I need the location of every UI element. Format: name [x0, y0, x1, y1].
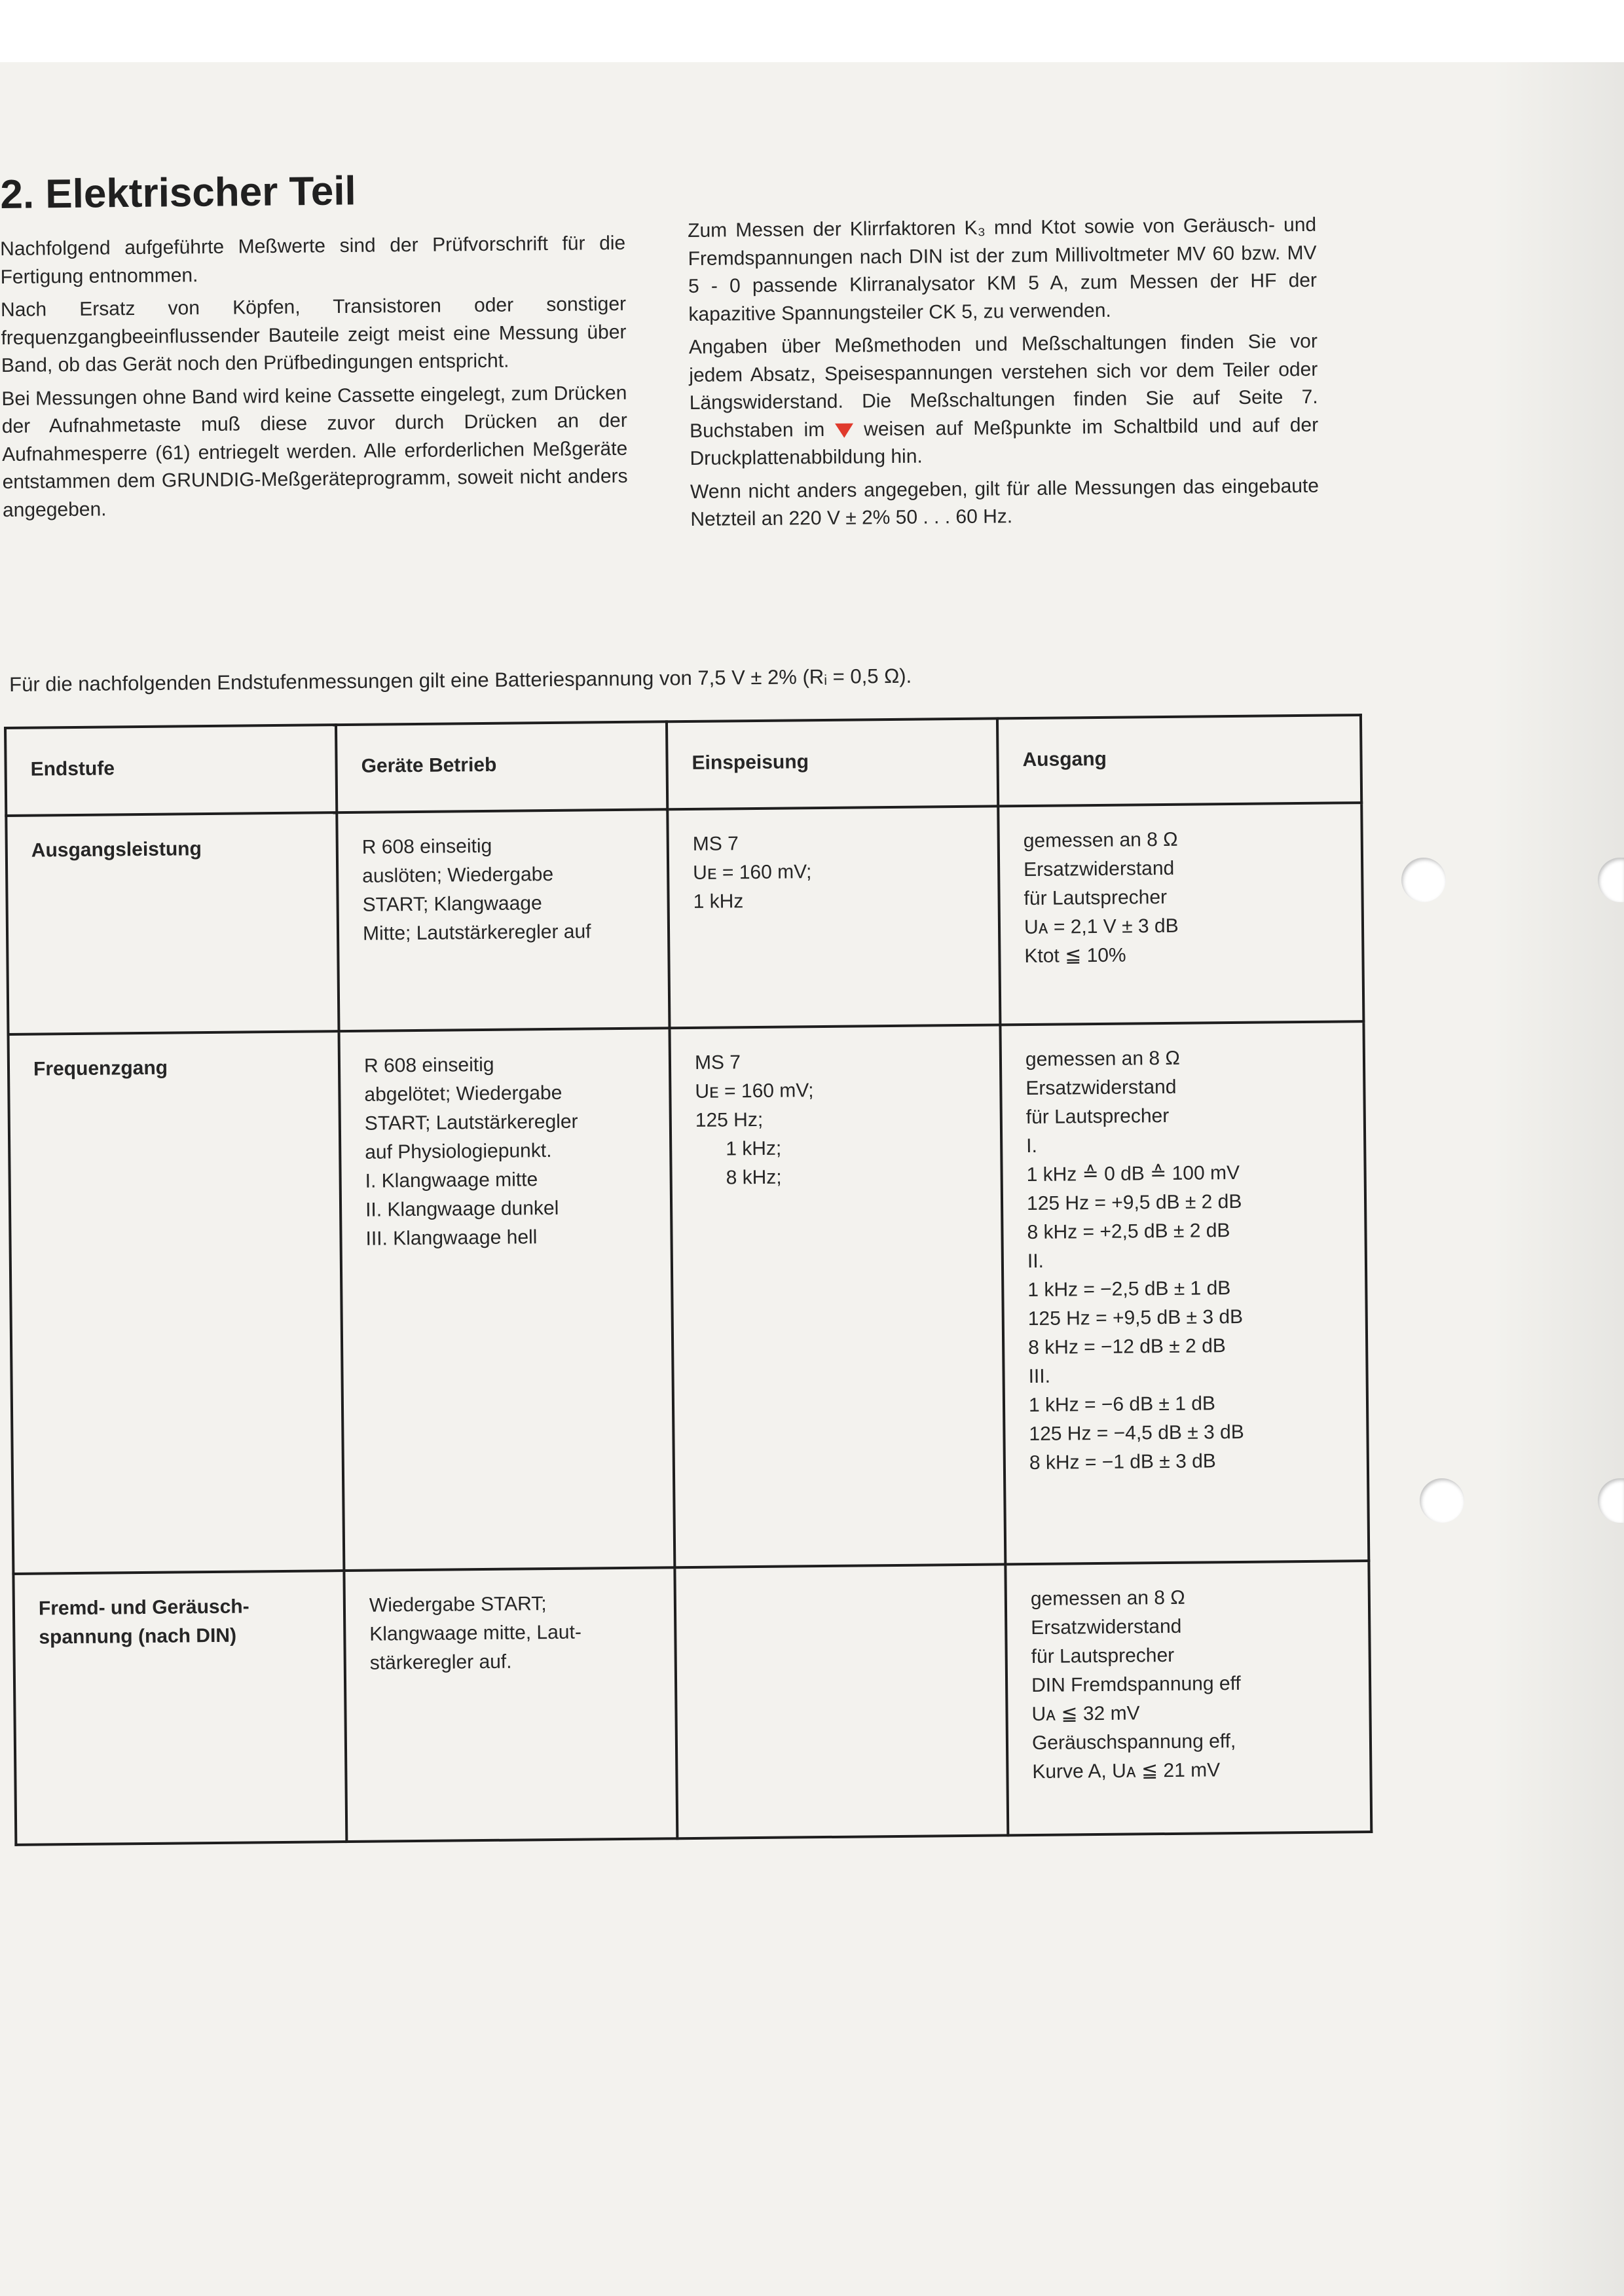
cell-line: R 608 einseitig: [363, 1053, 494, 1077]
row-label-line: spannung (nach DIN): [39, 1624, 237, 1649]
table-row-frequenzgang: [9, 1021, 1369, 1574]
cell-line: auslöten; Wiedergabe: [362, 863, 554, 887]
cell-ausgang: [1000, 1021, 1369, 1564]
header-endstufe: Endstufe: [5, 725, 337, 816]
cell-line: Uᴀ = 2,1 V ± 3 dB: [1024, 915, 1179, 939]
header-einspeisung: Einspeisung: [667, 718, 998, 809]
cell-einspeisung: [667, 806, 1000, 1028]
method-text-after: weisen auf Meßpunkte im Schaltbild und auf der Druckplattenabbildung hin.: [690, 414, 1319, 469]
row-label-line: Fremd- und Geräusch-: [38, 1595, 249, 1620]
table-row-fremd-geraeuschspannung: [13, 1561, 1371, 1845]
cell-line: I.: [1026, 1135, 1038, 1157]
cell-line: 125 Hz = +9,5 dB ± 2 dB: [1026, 1190, 1242, 1215]
cell-betrieb: [344, 1567, 677, 1842]
header-ausgang: Ausgang: [997, 715, 1361, 806]
cell-line: 125 Hz = −4,5 dB ± 3 dB: [1029, 1421, 1244, 1446]
cell-line: MS 7: [692, 833, 739, 855]
cell-line: Ktot ≦ 10%: [1024, 944, 1126, 968]
cell-line: Geräuschspannung eff,: [1031, 1730, 1236, 1755]
cell-einspeisung: [669, 1025, 1005, 1567]
cell-betrieb: [337, 809, 669, 1031]
cell-line: Ersatzwiderstand: [1031, 1615, 1182, 1639]
cell-line: für Lautsprecher: [1031, 1644, 1175, 1668]
punch-hole-bottom-left: [1420, 1478, 1464, 1523]
row-label: Frequenzgang: [9, 1031, 344, 1574]
measurement-table: [4, 714, 1373, 1846]
cell-line: Uᴇ = 160 mV;: [693, 861, 812, 884]
cell-line: Klangwaage mitte, Laut-: [369, 1621, 582, 1645]
cell-line: Kurve A, Uᴀ ≦ 21 mV: [1032, 1759, 1221, 1783]
cell-line: I. Klangwaage mitte: [365, 1169, 538, 1192]
intro-paragraph-2: Nach Ersatz von Köpfen, Transistoren oder sonstiger frequenzgangbeeinflussender Bauteile zeigt meist eine Messung über Band, ob das Gerät noch den Prüfbedingungen entspricht.: [0, 293, 627, 376]
cell-line: II.: [1027, 1250, 1044, 1273]
cell-line: gemessen an 8 Ω: [1025, 1047, 1181, 1071]
cell-line: für Lautsprecher: [1024, 886, 1168, 910]
cell-line: für Lautsprecher: [1025, 1104, 1170, 1129]
power-supply-paragraph: Wenn nicht anders angegeben, gilt für alle Messungen das eingebaute Netzteil an 220 V ± 2% 50 . . . 60 Hz.: [690, 475, 1320, 530]
header-geraete-betrieb: Geräte Betrieb: [336, 721, 667, 812]
cell-ausgang: [1005, 1561, 1371, 1835]
cell-line: II. Klangwaage dunkel: [365, 1197, 559, 1221]
measurement-method-paragraph: [689, 328, 1319, 473]
scan-top-edge: [0, 0, 1624, 62]
cell-betrieb: [339, 1028, 674, 1571]
cell-line: Ersatzwiderstand: [1025, 1076, 1177, 1100]
intro-right-column: [688, 211, 1320, 539]
cell-line: 1 kHz: [693, 890, 744, 913]
intro-left-column: [0, 230, 628, 530]
cell-line: Ersatzwiderstand: [1024, 857, 1175, 881]
cell-line: 8 kHz = +2,5 dB ± 2 dB: [1027, 1220, 1230, 1244]
measurement-equipment-paragraph: Zum Messen der Klirrfaktoren K₃ mnd Ktot sowie von Geräusch- und Fremdspannungen nach DIN ist der zum Millivoltmeter MV 60 bzw. MV 5 - 0 passende Klirranalysator KM 5 A, zum Messen der HF der kapazitive Spannungsteiler CK 5, zu verwenden.: [688, 213, 1318, 325]
cell-line: Uᴀ ≦ 32 mV: [1031, 1702, 1140, 1726]
cell-line: gemessen an 8 Ω: [1023, 828, 1178, 852]
cell-line: stärkeregler auf.: [369, 1650, 512, 1674]
cell-line: 125 Hz;: [695, 1108, 764, 1131]
cell-line: Mitte; Lautstärkeregler auf: [362, 920, 591, 945]
cell-line: auf Physiologiepunkt.: [365, 1140, 552, 1163]
intro-paragraph-3: Bei Messungen ohne Band wird keine Cassette eingelegt, zum Drücken der Aufnahmetaste muß diese zuvor durch Drücken an der Aufnahmesperre (61) entriegelt werden. Alle erforderlichen Meßgeräte entstammen dem GRUNDIG-Meßgeräteprogramm, soweit nicht anders angegeben.: [1, 382, 628, 521]
cell-line: 1 kHz = −2,5 dB ± 1 dB: [1027, 1277, 1231, 1302]
cell-line: abgelötet; Wiedergabe: [364, 1082, 563, 1106]
method-text-before: Angaben über Meßmethoden und Meßschaltungen finden Sie vor jedem Absatz, Speisespannungen verstehen sich vor dem Teiler oder Längswiderstand. Die Meßschaltungen finden Sie auf Seite 7. Buchstaben im: [688, 330, 1318, 442]
cell-line: MS 7: [694, 1051, 741, 1074]
table-header-row: [5, 715, 1361, 816]
cell-line: START; Klangwaage: [362, 892, 542, 916]
cell-line: Uᴇ = 160 mV;: [695, 1080, 814, 1102]
cell-ausgang: [998, 803, 1363, 1025]
cell-line: 8 kHz = −1 dB ± 3 dB: [1029, 1450, 1216, 1474]
cell-line: 1 kHz ≙ 0 dB ≙ 100 mV: [1026, 1161, 1240, 1186]
cell-line: III. Klangwaage hell: [365, 1226, 538, 1250]
cell-line: START; Lautstärkeregler: [364, 1110, 578, 1135]
cell-line: 8 kHz = −12 dB ± 2 dB: [1028, 1335, 1226, 1359]
red-triangle-marker-icon: [835, 423, 853, 437]
cell-line: 125 Hz = +9,5 dB ± 3 dB: [1027, 1305, 1244, 1330]
cell-einspeisung: [674, 1564, 1008, 1838]
row-label: Ausgangsleistung: [6, 812, 339, 1034]
cell-line: DIN Fremdspannung eff: [1031, 1672, 1241, 1697]
battery-voltage-note: Für die nachfolgenden Endstufenmessungen gilt eine Batteriespannung von 7,5 V ± 2% (Rᵢ = 0,5 Ω).: [9, 664, 912, 696]
cell-line: III.: [1028, 1365, 1051, 1388]
intro-paragraph-1: Nachfolgend aufgeführte Meßwerte sind der Prüfvorschrift für die Fertigung entnommen.: [0, 232, 626, 288]
page-shadow: [1493, 62, 1624, 2296]
section-title: 2. Elektrischer Teil: [0, 168, 357, 217]
cell-line: Wiedergabe START;: [369, 1593, 547, 1616]
table-row-ausgangsleistung: [6, 803, 1363, 1034]
punch-hole-top-left: [1401, 858, 1446, 902]
cell-line: 1 kHz;: [726, 1137, 782, 1160]
measurement-table-wrapper: [4, 714, 1370, 1846]
cell-line: R 608 einseitig: [361, 835, 492, 858]
cell-line: gemessen an 8 Ω: [1030, 1586, 1185, 1611]
row-label: [13, 1571, 346, 1845]
cell-line: 8 kHz;: [726, 1166, 782, 1189]
cell-line: 1 kHz = −6 dB ± 1 dB: [1028, 1393, 1216, 1417]
